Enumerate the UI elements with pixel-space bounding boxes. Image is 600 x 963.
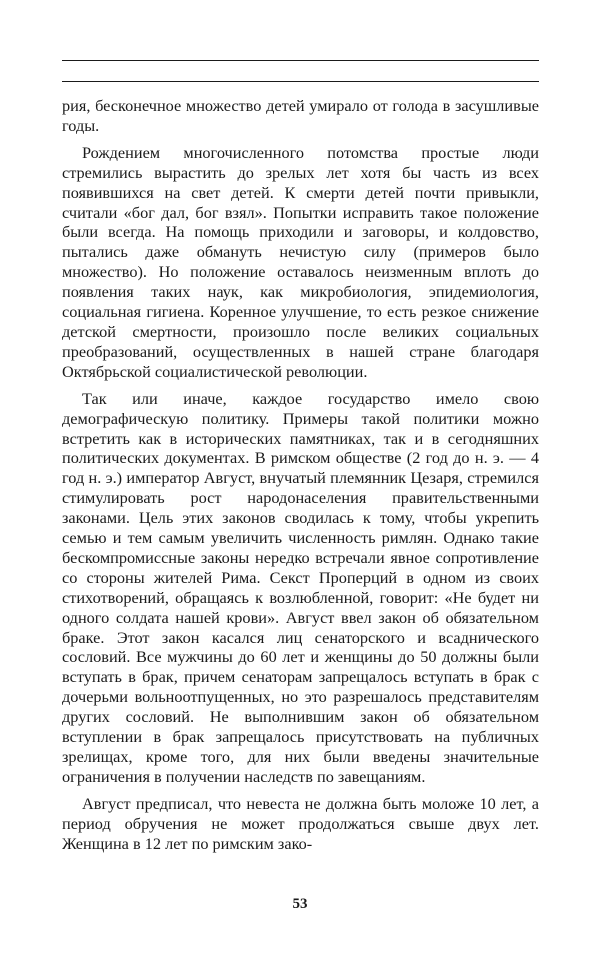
body-text <box>62 96 539 861</box>
paragraph-continuation: рия, бесконечное множество детей умирало от голода в засушливые годы. <box>62 96 539 135</box>
paragraph-offspring: Рождением многочисленного потомства простые люди стремились вырастить до зрелых лет хотя бы часть из всех появившихся на свет детей. К смерти детей почти привыкли, считали «бог дал, бог взял». Попытки исправить такое положение были всегда. На помощь приходили и заговоры, и колдовство, пытались даже обмануть нечистую силу (примеров было множество). Но положение оставалось неизменным вплоть до появления таких наук, как микробиология, эпидемиология, социальная гигиена. Коренное улучшение, то есть резкое снижение детской смертности, произошло после великих социальных преобразований, осуществленных в нашей стране благодаря Октябрьской социалистической революции. <box>62 142 539 381</box>
header-rule-bottom <box>62 81 539 82</box>
page-number: 53 <box>292 896 308 912</box>
paragraph-august-bride-age: Август предписал, что невеста не должна быть моложе 10 лет, а период обручения не может продолжаться свыше двух лет. Женщина в 12 лет по римским зако- <box>62 793 539 853</box>
paragraph-demographic-policy: Так или иначе, каждое государство имело свою демографическую политику. Примеры такой политики можно встретить как в исторических памятниках, так и в сегодняшних политических документах. В римском обществе (2 год до н. э. — 4 год н. э.) император Август, внучатый племянник Цезаря, стремился стимулировать рост народонаселения правительственными законами. Цель этих законов сводилась к тому, чтобы укрепить семью и тем самым увеличить численность римлян. Однако такие бескомпромиссные законы нередко встречали явное сопротивление со стороны жителей Рима. Секст Проперций в одном из своих стихотворений, обращаясь к возлюбленной, говорит: «Не будет ни одного солдата нашей крови». Август ввел закон об обязательном браке. Этот закон касался лиц сенаторского и всаднического сословий. Все мужчины до 60 лет и женщины до 50 должны были вступать в брак, причем сенаторам запрещалось вступать в брак с дочерьми вольноотпущенных, но это разрешалось представителям других сословий. Не выполнившим закон об обязательном вступлении в брак запрещалось присутствовать на публичных зрелищах, кроме того, для них были введены значительные ограничения в получении наследств по завещаниям. <box>62 388 539 786</box>
header-rule-top <box>62 60 539 61</box>
